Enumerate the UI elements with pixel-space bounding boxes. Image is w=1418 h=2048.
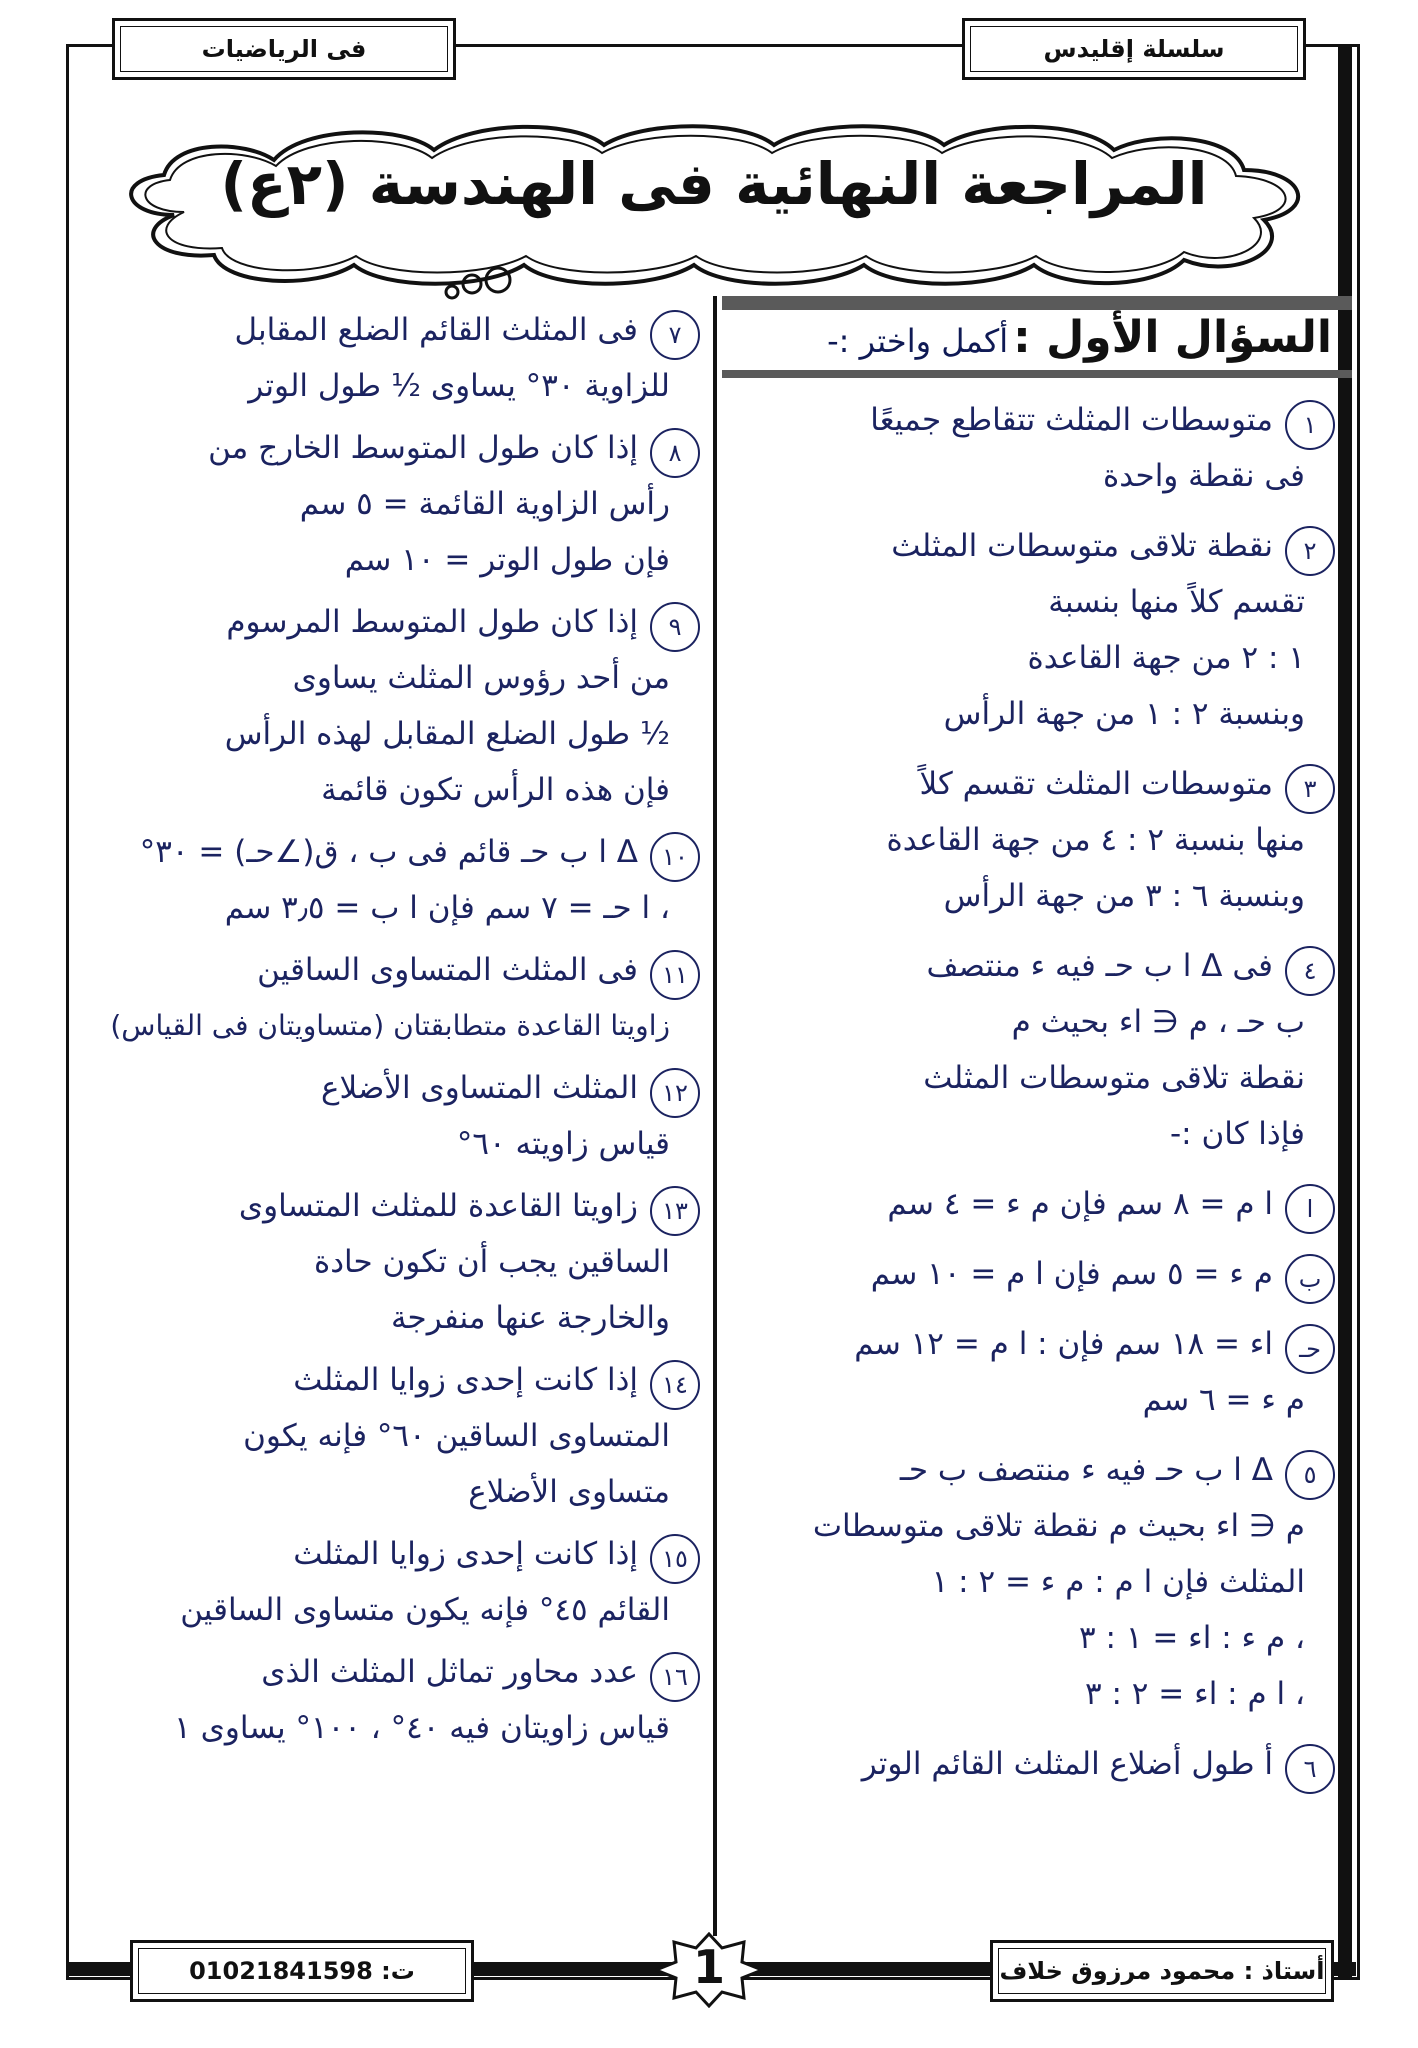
item-text-line: قياس زاويتان فيه ٤٠° ، ١٠٠° يساوى ١: [174, 1710, 670, 1746]
item-text-line: فإذا كان :-: [1170, 1116, 1305, 1152]
item-text-line: قياس زاويته ٦٠°: [456, 1126, 670, 1162]
left-column: [80, 310, 700, 1910]
column-divider: [713, 296, 717, 1936]
subject-label-box: [112, 18, 456, 80]
item-text-line: إذا كان طول المتوسط المرسوم: [226, 604, 638, 640]
item-number: ١١: [650, 950, 700, 1000]
item-text-line: نقطة تلاقى متوسطات المثلث: [891, 528, 1273, 564]
question-item: [80, 1068, 700, 1180]
item-text-line: أ طول أضلاع المثلث القائم الوتر: [861, 1746, 1273, 1782]
question-heading: [722, 296, 1352, 376]
item-text-line: Δ ا ب حـ فيه ء منتصف ب حـ: [899, 1452, 1273, 1488]
item-text-line: المتساوى الساقين ٦٠° فإنه يكون: [243, 1418, 670, 1454]
question-item: [735, 764, 1335, 932]
item-text-line: فى نقطة واحدة: [1103, 458, 1305, 494]
item-text-line: فى المثلث المتساوى الساقين: [257, 952, 638, 988]
item-text-line: القائم ٤٥° فإنه يكون متساوى الساقين: [180, 1592, 670, 1628]
title-cloud: [104, 120, 1324, 290]
item-text-line: ، ا م : اء = ٢ : ٣: [1084, 1676, 1305, 1712]
phone-box: [130, 1940, 474, 2002]
question-instruction: أكمل واختر :-: [827, 322, 1009, 360]
item-number: ١: [1285, 400, 1335, 450]
item-text-line: متساوى الأضلاع: [468, 1474, 670, 1510]
item-text-line: وبنسبة ٦ : ٣ من جهة الرأس: [943, 878, 1305, 914]
item-number: ٧: [650, 310, 700, 360]
teacher-name: أستاذ : محمود مرزوق خلاف: [999, 1957, 1325, 1985]
item-number: ٦: [1285, 1744, 1335, 1794]
question-item: [735, 1744, 1335, 1800]
item-text-line: من أحد رؤوس المثلث يساوى: [292, 660, 670, 696]
teacher-box: [990, 1940, 1334, 2002]
question-item: [80, 602, 700, 826]
item-number: ٨: [650, 428, 700, 478]
item-text-line: متوسطات المثلث تتقاطع جميعًا: [870, 402, 1273, 438]
item-text-line: م ء = ٥ سم فإن ا م = ١٠ سم: [870, 1256, 1273, 1292]
item-text-line: متوسطات المثلث تقسم كلاً: [919, 766, 1273, 802]
question-item: [80, 310, 700, 422]
item-text-line: ا م = ٨ سم فإن م ء = ٤ سم: [887, 1186, 1273, 1222]
item-text-line: عدد محاور تماثل المثلث الذى: [261, 1654, 638, 1690]
item-text-line: للزاوية ٣٠° يساوى ½ طول الوتر: [248, 368, 670, 404]
item-text-line: نقطة تلاقى متوسطات المثلث: [923, 1060, 1305, 1096]
item-text-line: اء = ١٨ سم فإن : ا م = ١٢ سم: [854, 1326, 1273, 1362]
page-number: 1: [692, 1940, 725, 1994]
item-text-line: Δ ا ب حـ قائم فى ب ، ق(∠حـ) = ٣٠°: [139, 834, 638, 870]
item-text-line: والخارجة عنها منفرجة: [390, 1300, 670, 1336]
item-text-line: منها بنسبة ٢ : ٤ من جهة القاعدة: [886, 822, 1305, 858]
question-item: [735, 400, 1335, 512]
item-number: ٢: [1285, 526, 1335, 576]
item-number: ١٣: [650, 1186, 700, 1236]
item-text-line: وبنسبة ٢ : ١ من جهة الرأس: [943, 696, 1305, 732]
item-text-line: م ء = ٦ سم: [1142, 1382, 1305, 1418]
item-number: ١٦: [650, 1652, 700, 1702]
series-label: سلسلة إقليدس: [1043, 35, 1225, 63]
item-text-line: رأس الزاوية القائمة = ٥ سم: [299, 486, 670, 522]
item-text-line: فى المثلث القائم الضلع المقابل: [234, 312, 638, 348]
question-item: [80, 1652, 700, 1764]
subject-label: فى الرياضيات: [201, 35, 367, 63]
item-number: ١٤: [650, 1360, 700, 1410]
item-number: ٤: [1285, 946, 1335, 996]
question-item: [80, 428, 700, 596]
series-label-box: [962, 18, 1306, 80]
right-column: [735, 400, 1335, 1910]
item-text-line: ب حـ ، م ∈ اء بحيث م: [1011, 1004, 1305, 1040]
item-number: ا: [1285, 1184, 1335, 1234]
item-number: حـ: [1285, 1324, 1335, 1374]
item-text-line: فإن طول الوتر = ١٠ سم: [344, 542, 670, 578]
question-item: [80, 1534, 700, 1646]
item-number: ١٠: [650, 832, 700, 882]
item-number: ٩: [650, 602, 700, 652]
item-text-line: زاويتا القاعدة للمثلث المتساوى: [238, 1188, 638, 1224]
question-item: [735, 1184, 1335, 1240]
item-text-line: ١ : ٢ من جهة القاعدة: [1027, 640, 1305, 676]
item-text-line: إذا كانت إحدى زوايا المثلث: [293, 1536, 638, 1572]
page-number-badge: [654, 1932, 764, 2008]
item-text-line: إذا كانت إحدى زوايا المثلث: [293, 1362, 638, 1398]
question-item: [735, 1324, 1335, 1436]
item-number: ب: [1285, 1254, 1335, 1304]
item-text-line: المثلث فإن ا م : م ء = ٢ : ١: [931, 1564, 1305, 1600]
item-text-line: المثلث المتساوى الأضلاع: [320, 1070, 638, 1106]
question-item: [80, 1360, 700, 1528]
item-text-line: فى Δ ا ب حـ فيه ء منتصف: [926, 948, 1273, 984]
phone-number: ت: 01021841598: [189, 1957, 415, 1985]
item-number: ٥: [1285, 1450, 1335, 1500]
question-item: [735, 946, 1335, 1170]
item-text-line: ½ طول الضلع المقابل لهذه الرأس: [224, 716, 670, 752]
item-text-line: فإن هذه الرأس تكون قائمة: [321, 772, 670, 808]
item-number: ٣: [1285, 764, 1335, 814]
page-title: المراجعة النهائية فى الهندسة (٢ع): [220, 150, 1208, 218]
question-item: [735, 1254, 1335, 1310]
question-item: [80, 950, 700, 1062]
question-item: [735, 1450, 1335, 1730]
question-item: [735, 526, 1335, 750]
item-text-line: إذا كان طول المتوسط الخارج من: [208, 430, 638, 466]
cloud-tail-icon: [440, 262, 520, 302]
item-text-line: ، ا حـ = ٧ سم فإن ا ب = ٣٫٥ سم: [224, 890, 670, 926]
item-number: ١٥: [650, 1534, 700, 1584]
question-title: السؤال الأول :: [1013, 312, 1332, 363]
item-text-line: م ∈ اء بحيث م نقطة تلاقى متوسطات: [812, 1508, 1305, 1544]
question-item: [80, 1186, 700, 1354]
item-text-line: زاويتا القاعدة متطابقتان (متساويتان فى القياس): [110, 1009, 670, 1042]
item-number: ١٢: [650, 1068, 700, 1118]
item-text-line: ، م ء : اء = ١ : ٣: [1079, 1620, 1305, 1656]
item-text-line: الساقين يجب أن تكون حادة: [314, 1244, 670, 1280]
question-item: [80, 832, 700, 944]
item-text-line: تقسم كلاً منها بنسبة: [1048, 584, 1305, 620]
